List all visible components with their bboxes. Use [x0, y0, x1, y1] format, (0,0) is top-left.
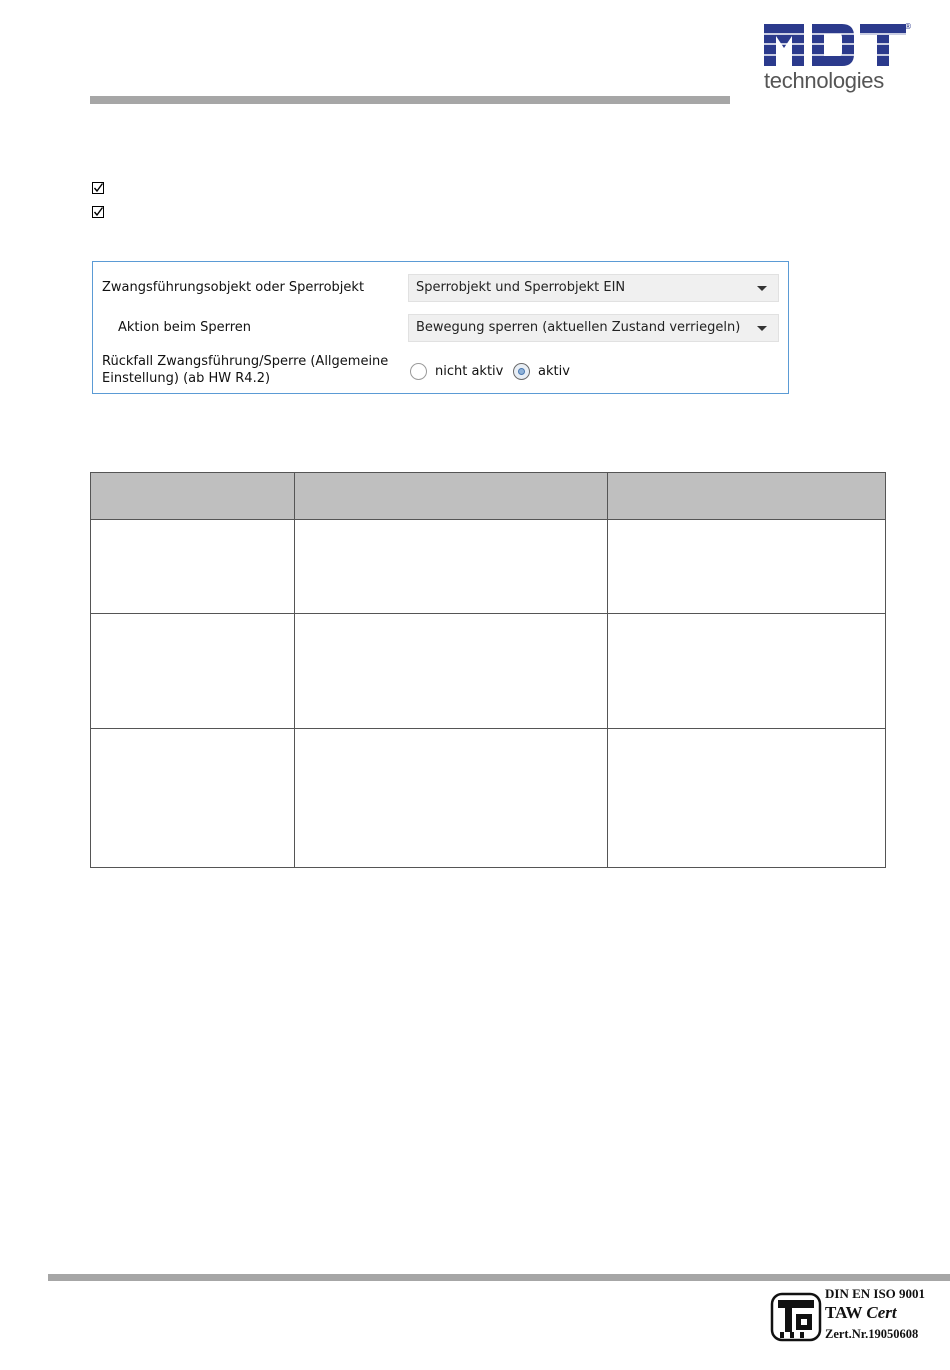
- dropdown-arrow-icon: [757, 286, 767, 291]
- parameter-table: [90, 472, 886, 868]
- radio-not-active-label[interactable]: nicht aktiv: [435, 364, 504, 379]
- company-logo: [762, 22, 912, 100]
- cert-number: Zert.Nr.19050608: [825, 1327, 919, 1341]
- checkbox-checked-icon: [92, 182, 104, 194]
- param-label-mode: Zwangsführungsobjekt oder Sperrobjekt: [102, 280, 365, 295]
- checkbox-bullet: [92, 203, 104, 215]
- mdt-logo-mark: [762, 22, 912, 70]
- table-divider: [90, 519, 886, 520]
- radio-active-label[interactable]: aktiv: [538, 364, 570, 379]
- taw-cert-logo: [770, 1292, 822, 1342]
- header-rule: [90, 96, 730, 104]
- table-divider: [90, 613, 886, 614]
- table-column-divider: [607, 472, 608, 868]
- table-divider: [90, 728, 886, 729]
- lock-action-select[interactable]: [408, 314, 779, 342]
- param-label-fallback-line2: Einstellung) (ab HW R4.2): [102, 371, 271, 386]
- param-label-lock-action: Aktion beim Sperren: [118, 320, 252, 335]
- mode-select-value: Sperrobjekt und Sperrobjekt EIN: [416, 280, 626, 295]
- lock-action-select-value: Bewegung sperren (aktuellen Zustand verriegeln): [416, 320, 741, 335]
- checkbox-checked-icon: [92, 206, 104, 218]
- radio-active[interactable]: [513, 363, 530, 380]
- checkbox-bullet: [92, 179, 104, 191]
- registered-mark: ®: [904, 22, 912, 31]
- mode-select[interactable]: [408, 274, 779, 302]
- param-label-fallback-line1: Rückfall Zwangsführung/Sperre (Allgemeine: [102, 354, 389, 369]
- cert-body: [825, 1303, 897, 1323]
- cert-standard: DIN EN ISO 9001: [825, 1286, 926, 1301]
- radio-not-active[interactable]: [410, 363, 427, 380]
- iso-certification: [770, 1286, 945, 1346]
- logo-subtext: technologies: [764, 68, 884, 93]
- table-column-divider: [294, 472, 295, 868]
- dropdown-arrow-icon: [757, 326, 767, 331]
- cert-body-a: TAW: [825, 1303, 863, 1322]
- footer-rule: [48, 1274, 950, 1281]
- cert-body-b: Cert: [866, 1303, 897, 1322]
